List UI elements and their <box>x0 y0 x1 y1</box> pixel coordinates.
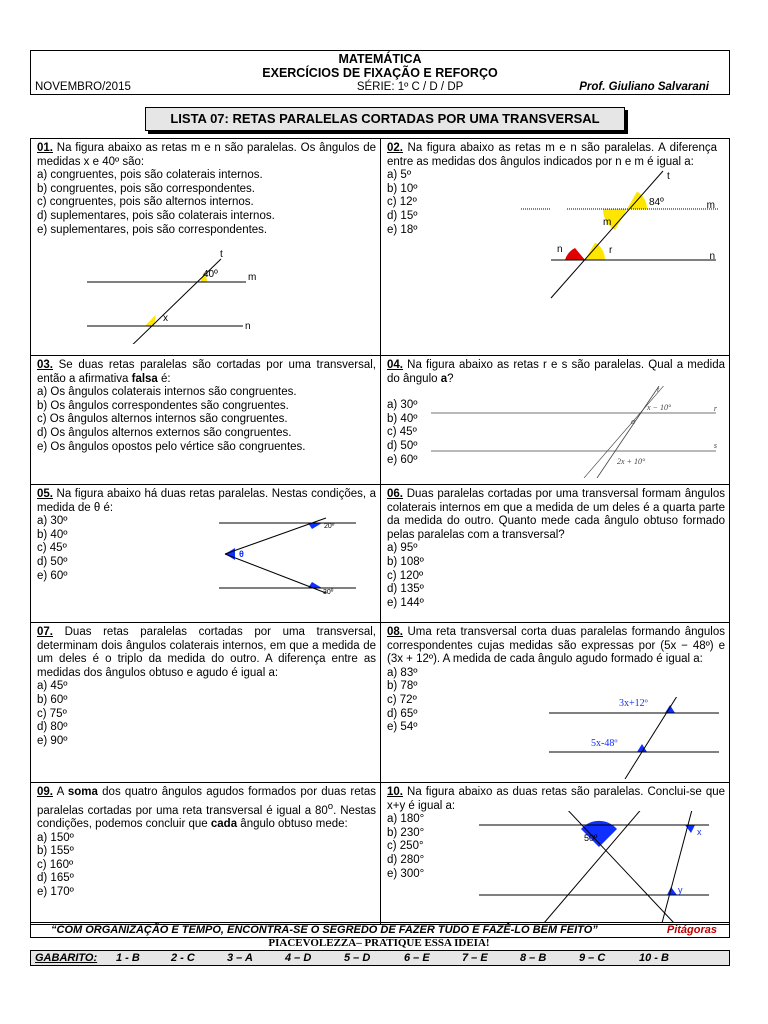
question-statement: Duas paralelas cortadas por uma transversal formam ângulos colaterais internos em que a medida de um deles é a quarta parte da medida do outro. Quanto mede cada ângulo obtuso formado pelas paralelas com a transversal? <box>387 488 725 541</box>
label-s: s <box>713 441 717 450</box>
angle-top: 20º <box>324 523 335 530</box>
question-text <box>387 359 725 386</box>
question-number: 01. <box>37 142 53 154</box>
angle-r-label: r <box>609 245 613 256</box>
motto: PIACEVOLEZZA– PRATIQUE ESSA IDEIA! <box>268 937 490 949</box>
option: c) 12º <box>387 196 417 209</box>
header <box>30 50 730 95</box>
option: d) 80º <box>37 721 68 734</box>
option: a) 45º <box>37 680 68 693</box>
option: e) 90º <box>37 734 68 747</box>
option: a) 180° <box>387 813 425 826</box>
question-statement-end: é: <box>157 372 171 385</box>
question-number: 04. <box>387 359 403 371</box>
option: e) 18º <box>387 223 418 236</box>
option: a) 83º <box>387 666 418 679</box>
question-09 <box>31 783 381 924</box>
option: e) Os ângulos opostos pelo vértice são congruentes. <box>37 440 306 453</box>
option: d) 50º <box>37 555 68 568</box>
option: e) 300° <box>387 867 425 880</box>
label-n: n <box>709 251 715 262</box>
option: e) 60º <box>387 453 418 466</box>
options-list <box>387 542 725 610</box>
option: b) 40º <box>387 412 418 425</box>
option: a) 5º <box>387 169 412 182</box>
label-t: t <box>667 171 670 182</box>
figure-q01 <box>81 244 281 344</box>
quote-bar <box>30 922 730 938</box>
option: b) Os ângulos correspondentes são congruentes. <box>37 399 289 412</box>
option: e) suplementares, pois são correspondentes. <box>37 223 268 236</box>
serie: SÉRIE: 1º C / D / DP <box>356 81 464 93</box>
angle-84: 84º <box>649 197 664 208</box>
questions-grid <box>30 138 730 925</box>
subject-title: MATEMÁTICA <box>338 52 422 66</box>
question-text <box>387 626 725 667</box>
option: e) 54º <box>387 721 418 734</box>
bold-word: a <box>440 372 448 385</box>
options-list <box>37 386 376 454</box>
option: c) 250° <box>387 840 424 853</box>
label-m: m <box>248 272 257 283</box>
angle-a: a <box>631 417 635 426</box>
question-statement: Duas retas paralelas cortadas por uma transversal, determinam dois ângulos colaterais internos, em que a medida de um deles é o triplo da medida do outro. A diferença entre as medidas dos ângulos obtuso e agudo é igual a: <box>37 626 376 679</box>
answer: 7 – E <box>462 952 488 964</box>
option: d) 280° <box>387 853 425 866</box>
list-title: LISTA 07: RETAS PARALELAS CORTADAS POR UMA TRANSVERSAL <box>145 107 625 131</box>
option: a) Os ângulos colaterais internos são congruentes. <box>37 386 297 399</box>
angle-bottom: 30º <box>323 589 334 596</box>
angle-top: 3x+12º <box>619 698 648 709</box>
option: c) congruentes, pois são alternos internos. <box>37 196 254 209</box>
question-statement: Uma reta transversal corta duas paralelas formando ângulos correspondentes cujas medidas são expressas por (5x − 48º) e (3x + 12º). A medida de cada ângulo agudo formado é igual a: <box>387 626 725 666</box>
option: b) 78º <box>387 680 418 693</box>
option: d) suplementares, pois são colaterais internos. <box>37 209 275 222</box>
question-number: 07. <box>37 626 53 638</box>
question-statement-end: ? <box>447 372 454 385</box>
angle-top: x − 10° <box>647 403 672 412</box>
question-number: 08. <box>387 626 403 638</box>
quote-author: Pitágoras <box>666 924 717 936</box>
angle-bottom: 5x-48º <box>591 738 618 749</box>
option: d) 165º <box>37 872 74 885</box>
label-m: m <box>706 200 715 211</box>
question-05 <box>31 485 381 623</box>
question-number: 05. <box>37 488 53 500</box>
answer: 2 - C <box>171 952 195 964</box>
option: b) 230° <box>387 826 425 839</box>
option: c) 45º <box>37 542 67 555</box>
answer-key <box>30 950 730 966</box>
option: a) 150º <box>37 831 74 844</box>
option: d) 65º <box>387 707 418 720</box>
label-t: t <box>657 386 660 394</box>
option: d) 15º <box>387 209 418 222</box>
option: d) Os ângulos alternos externos são congruentes. <box>37 426 292 439</box>
question-text <box>37 142 376 169</box>
question-02 <box>381 139 729 356</box>
theta-label: θ <box>239 549 244 559</box>
option: b) 155º <box>37 845 74 858</box>
date: NOVEMBRO/2015 <box>35 81 131 93</box>
question-number: 09. <box>37 786 53 798</box>
answer: 6 – E <box>404 952 430 964</box>
label-n: n <box>245 321 251 332</box>
option: e) 144º <box>387 596 424 609</box>
question-statement: Na figura abaixo as retas r e s são paralelas. Qual a medida do ângulo <box>387 359 725 385</box>
option: d) 50º <box>387 439 418 452</box>
question-statement-mid2: . Nestas condições, podemos concluir que <box>37 804 376 831</box>
options-list <box>37 832 376 900</box>
answer: 10 - B <box>639 952 669 964</box>
figure-q05 <box>211 515 371 605</box>
x-label: x <box>163 313 168 324</box>
question-08 <box>381 623 729 783</box>
question-statement: A <box>53 786 68 798</box>
degree-sup: o <box>327 800 334 812</box>
figure-q02 <box>521 165 726 301</box>
header-row <box>31 80 729 94</box>
figure-q04 <box>421 386 721 478</box>
bold-word: soma <box>67 786 98 798</box>
label-t: t <box>220 249 223 260</box>
option: e) 170º <box>37 885 74 898</box>
quote-text: “COM ORGANIZAÇÃO E TEMPO, ENCONTRA-SE O SEGREDO DE FAZER TUDO E FAZÊ-LO BEM FEITO” <box>51 924 598 936</box>
question-text <box>387 786 725 813</box>
angle-n-label: n <box>557 244 563 255</box>
question-statement-mid: dos quatro ângulos agudos formados por duas retas paralelas cortadas por uma reta transversal é igual a 80 <box>37 786 376 817</box>
question-statement: Na figura abaixo as retas m e n são paralelas. Os ângulos de medidas x e 40º são: <box>37 142 376 168</box>
option: c) 75º <box>37 707 67 720</box>
answer-key-label: GABARITO: <box>35 952 98 964</box>
question-03 <box>31 356 381 485</box>
question-text <box>387 488 725 542</box>
option: a) 95º <box>387 542 418 555</box>
question-statement: Se duas retas paralelas são cortadas por uma transversal, então a afirmativa <box>37 359 376 385</box>
question-04 <box>381 356 729 485</box>
angle-bottom: 2x + 10° <box>617 457 646 466</box>
option: b) 60º <box>37 693 68 706</box>
question-number: 02. <box>387 142 403 154</box>
option: a) 30º <box>37 515 68 528</box>
question-statement-end: ângulo obtuso mede: <box>237 818 348 831</box>
answer: 9 – C <box>579 952 606 964</box>
question-text <box>37 786 376 832</box>
answer: 5 – D <box>344 952 371 964</box>
figure-q10 <box>469 811 725 923</box>
question-06 <box>381 485 729 623</box>
question-statement: Na figura abaixo as retas m e n são paralelas. A diferença entre as medidas dos ângulos indicados por n e m é igual a: <box>387 142 717 168</box>
option: e) 60º <box>37 569 68 582</box>
angle-label: 50º <box>584 833 598 843</box>
option: c) Os ângulos alternos internos são congruentes. <box>37 413 288 426</box>
question-number: 10. <box>387 786 403 798</box>
label-r: r <box>713 404 717 413</box>
figure-q08 <box>541 697 721 779</box>
option: c) 160º <box>37 858 74 871</box>
option: d) 135º <box>387 583 424 596</box>
bold-word-2: cada <box>210 818 238 831</box>
options-list <box>37 169 376 237</box>
angle-label: 40º <box>203 269 218 280</box>
option: c) 72º <box>387 693 417 706</box>
answer: 1 - B <box>116 952 140 964</box>
subtitle: EXERCÍCIOS DE FIXAÇÃO E REFORÇO <box>262 66 498 80</box>
answer: 4 – D <box>285 952 312 964</box>
options-list <box>37 680 376 748</box>
question-10 <box>381 783 729 924</box>
option: c) 120º <box>387 569 424 582</box>
question-number: 03. <box>37 359 53 371</box>
teacher: Prof. Giuliano Salvarani <box>579 81 709 93</box>
question-statement: Na figura abaixo há duas retas paralelas. Nestas condições, a medida de θ é: <box>37 488 376 514</box>
option: a) 30º <box>387 399 418 412</box>
question-text <box>37 488 376 515</box>
question-text <box>37 359 376 386</box>
question-statement: Na figura abaixo as duas retas são paralelas. Conclui-se que x+y é igual a: <box>387 786 725 812</box>
question-07 <box>31 623 381 783</box>
bold-word: falsa <box>131 372 158 385</box>
x-label: x <box>697 827 702 837</box>
y-label: y <box>678 885 683 895</box>
question-text <box>37 626 376 680</box>
question-number: 06. <box>387 488 403 500</box>
option: b) 10º <box>387 182 418 195</box>
option: b) 40º <box>37 528 68 541</box>
option: b) 108º <box>387 555 424 568</box>
option: c) 45º <box>387 426 417 439</box>
option: a) congruentes, pois são colaterais internos. <box>37 169 263 182</box>
answer: 3 – A <box>227 952 253 964</box>
answer: 8 – B <box>520 952 547 964</box>
option: b) congruentes, pois são correspondentes. <box>37 182 255 195</box>
angle-m-label: m <box>603 217 612 228</box>
question-01 <box>31 139 381 356</box>
